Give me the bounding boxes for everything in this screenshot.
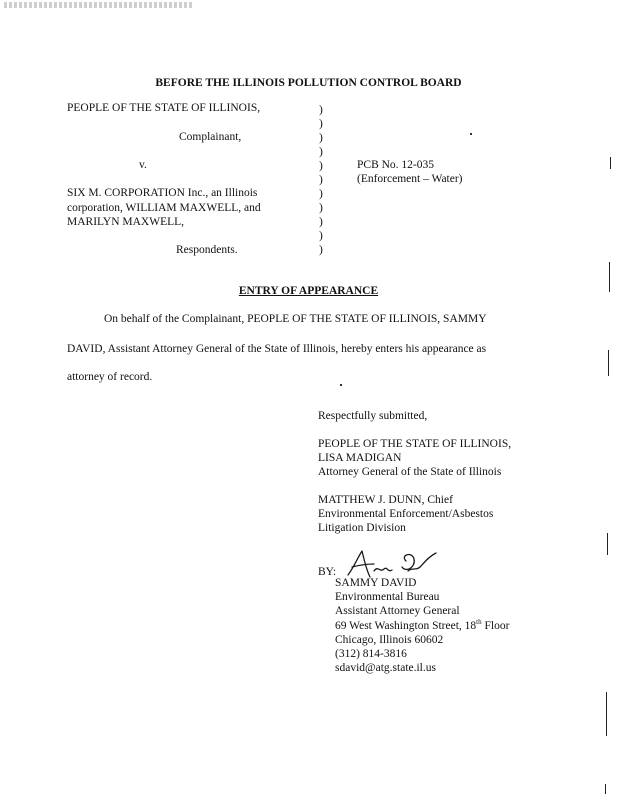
chief-title-line-1: Environmental Enforcement/Asbestos xyxy=(318,508,494,520)
bracket: ) xyxy=(319,104,323,116)
attorney-general-name: LISA MADIGAN xyxy=(318,452,402,464)
party-name: PEOPLE OF THE STATE OF ILLINOIS, xyxy=(318,438,512,450)
bracket: ) xyxy=(319,216,323,228)
board-title: BEFORE THE ILLINOIS POLLUTION CONTROL BOARD xyxy=(155,77,462,89)
scan-edge-mark xyxy=(607,533,608,555)
scan-edge-mark xyxy=(608,350,609,376)
case-number: PCB No. 12-035 xyxy=(357,159,434,171)
fax-header-stamp xyxy=(4,2,194,8)
bracket: ) xyxy=(319,230,323,242)
defendants-role: Respondents. xyxy=(176,244,238,256)
chief-title-line-2: Litigation Division xyxy=(318,522,406,534)
scan-edge-mark xyxy=(609,262,610,292)
phone-number: (312) 814-3816 xyxy=(335,648,407,660)
bracket: ) xyxy=(319,244,323,256)
case-type: (Enforcement – Water) xyxy=(357,173,463,185)
address-street-text: 69 West Washington Street, 18 xyxy=(335,620,477,632)
defendants-line-2: corporation, WILLIAM MAXWELL, and xyxy=(67,202,261,214)
address-street xyxy=(335,620,509,633)
attorney-general-title: Attorney General of the State of Illinois xyxy=(318,466,502,478)
bracket: ) xyxy=(319,132,323,144)
plaintiff-name: PEOPLE OF THE STATE OF ILLINOIS, xyxy=(67,102,261,114)
plaintiff-role: Complainant, xyxy=(179,131,242,143)
scan-speck xyxy=(340,384,342,386)
entry-of-appearance-heading: ENTRY OF APPEARANCE xyxy=(238,285,379,297)
scan-edge-mark xyxy=(606,692,607,736)
bracket: ) xyxy=(319,118,323,130)
address-city: Chicago, Illinois 60602 xyxy=(335,634,444,646)
closing: Respectfully submitted, xyxy=(318,410,428,422)
scan-edge-mark xyxy=(610,157,611,169)
email-address: sdavid@atg.state.il.us xyxy=(335,662,436,674)
signer-title: Assistant Attorney General xyxy=(335,605,460,617)
scan-speck xyxy=(470,133,472,135)
defendants-line-3: MARILYN MAXWELL, xyxy=(67,216,185,228)
bracket: ) xyxy=(319,146,323,158)
versus: v. xyxy=(139,159,147,171)
chief-name: MATTHEW J. DUNN, Chief xyxy=(318,494,453,506)
defendants-line-1: SIX M. CORPORATION Inc., an Illinois xyxy=(67,187,258,199)
bracket: ) xyxy=(319,160,323,172)
body-line-1: On behalf of the Complainant, PEOPLE OF THE STATE OF ILLINOIS, SAMMY xyxy=(104,313,487,325)
bracket: ) xyxy=(319,188,323,200)
signer-bureau: Environmental Bureau xyxy=(335,591,440,603)
scan-edge-mark xyxy=(605,784,606,794)
address-street-ordinal: th xyxy=(476,618,482,627)
address-street-floor: Floor xyxy=(481,620,510,632)
bracket: ) xyxy=(319,202,323,214)
signer-name: SAMMY DAVID xyxy=(335,577,417,589)
bracket: ) xyxy=(319,174,323,186)
by-label: BY: xyxy=(318,566,337,578)
body-line-3: attorney of record. xyxy=(67,371,153,383)
body-line-2: DAVID, Assistant Attorney General of the State of Illinois, hereby enters his appearance as xyxy=(67,343,487,355)
